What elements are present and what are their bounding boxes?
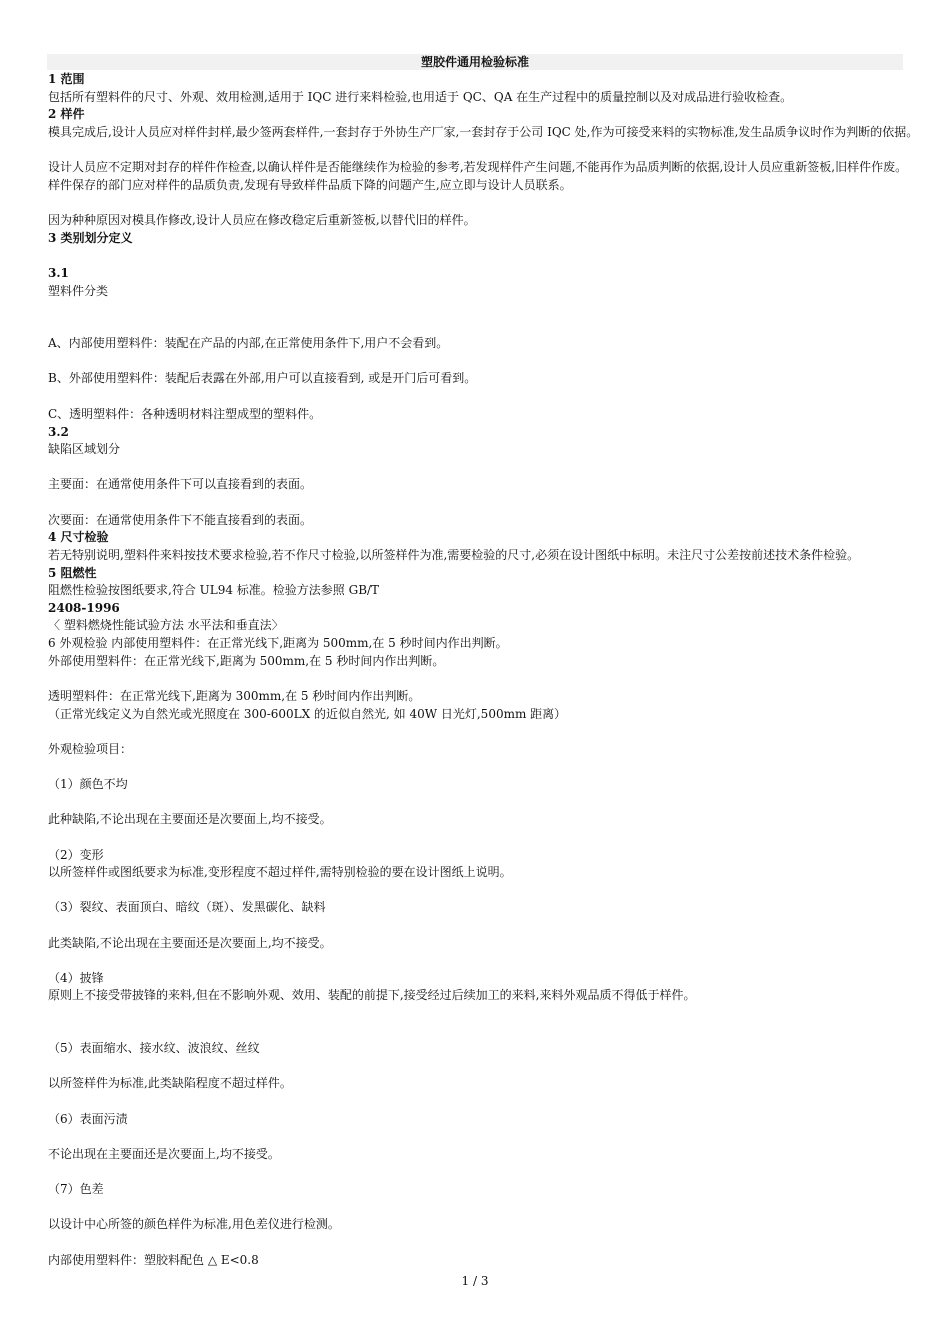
paragraph: 内部使用塑料件：塑胶料配色 △ E<0.8 <box>48 1253 259 1267</box>
paragraph: 此类缺陷,不论出现在主要面还是次要面上,均不接受。 <box>48 936 332 950</box>
subsection-title: 缺陷区域划分 <box>48 442 121 456</box>
paragraph: 次要面：在通常使用条件下不能直接看到的表面。 <box>48 513 313 527</box>
paragraph: 阻燃性检验按图纸要求,符合 UL94 标准。检验方法参照 GB/T <box>48 583 380 597</box>
list-item: （4）披锋 <box>48 971 104 985</box>
section-2-heading: 2 样件 <box>48 107 85 121</box>
paragraph: 包括所有塑料件的尺寸、外观、效用检测,适用于 IQC 进行来料检验,也用适于 QC、QA 在生产过程中的质量控制以及对成品进行验收检查。 <box>48 90 793 104</box>
paragraph: 设计人员应不定期对封存的样件作检查,以确认样件是否能继续作为检验的参考,若发现样件产生问题,不能再作为品质判断的依据,设计人员应重新签板,旧样件作废。 <box>48 160 908 174</box>
subsection-title: 塑料件分类 <box>48 284 109 298</box>
page-number: 1 / 3 <box>461 1274 489 1288</box>
paragraph: 模具完成后,设计人员应对样件封样,最少签两套样件,一套封存于外协生产厂家,一套封存于公司 IQC 处,作为可接受来料的实物标准,发生品质争议时作为判断的依据。 <box>48 125 919 139</box>
paragraph: 原则上不接受带披锋的来料,但在不影响外观、效用、装配的前提下,接受经过后续加工的来料,来料外观品质不得低于样件。 <box>48 988 696 1002</box>
list-item: （6）表面污渍 <box>48 1112 128 1126</box>
paragraph: 透明塑料件：在正常光线下,距离为 300mm,在 5 秒时间内作出判断。 <box>48 689 421 703</box>
paragraph: 外观检验项目： <box>48 742 133 756</box>
paragraph: 不论出现在主要面还是次要面上,均不接受。 <box>48 1147 280 1161</box>
paragraph: 2408-1996 <box>48 601 120 615</box>
list-item: （7）色差 <box>48 1182 104 1196</box>
paragraph: 以所签样件为标准,此类缺陷程度不超过样件。 <box>48 1076 292 1090</box>
section-3-heading: 3 类别划分定义 <box>48 231 133 245</box>
section-5-heading: 5 阻燃性 <box>48 566 97 580</box>
list-item: （5）表面缩水、接水纹、波浪纹、丝纹 <box>48 1041 260 1055</box>
paragraph: 外部使用塑料件：在正常光线下,距离为 500mm,在 5 秒时间内作出判断。 <box>48 654 445 668</box>
list-item: （2）变形 <box>48 848 104 862</box>
paragraph: A、内部使用塑料件：装配在产品的内部,在正常使用条件下,用户不会看到。 <box>48 336 449 350</box>
list-item: （3）裂纹、表面顶白、暗纹（斑）、发黑碳化、缺料 <box>48 900 326 914</box>
paragraph: 此种缺陷,不论出现在主要面还是次要面上,均不接受。 <box>48 812 332 826</box>
section-4-heading: 4 尺寸检验 <box>48 530 109 544</box>
subsection-number: 3.2 <box>48 425 69 439</box>
paragraph: 主要面：在通常使用条件下可以直接看到的表面。 <box>48 477 313 491</box>
paragraph: 样件保存的部门应对样件的品质负责,发现有导致样件品质下降的问题产生,应立即与设计人员联系。 <box>48 178 572 192</box>
section-1-heading: 1 范围 <box>48 72 85 86</box>
document-title: 塑胶件通用检验标准 <box>47 54 903 70</box>
paragraph: 以设计中心所签的颜色样件为标准,用色差仪进行检测。 <box>48 1217 340 1231</box>
section-6-heading: 6 外观检验 内部使用塑料件：在正常光线下,距离为 500mm,在 5 秒时间内作出判断。 <box>48 636 508 650</box>
paragraph: B、外部使用塑料件：装配后表露在外部,用户可以直接看到, 或是开门后可看到。 <box>48 371 477 385</box>
paragraph: 若无特别说明,塑料件来料按技术要求检验,若不作尺寸检验,以所签样件为准,需要检验的尺寸,必须在设计图纸中标明。未注尺寸公差按前述技术条件检验。 <box>48 548 860 562</box>
list-item: （1）颜色不均 <box>48 777 128 791</box>
paragraph: C、透明塑料件：各种透明材料注塑成型的塑料件。 <box>48 407 322 421</box>
subsection-number: 3.1 <box>48 266 69 280</box>
paragraph: 〈 塑料燃烧性能试验方法 水平法和垂直法〉 <box>48 618 284 632</box>
paragraph: （正常光线定义为自然光或光照度在 300-600LX 的近似自然光, 如 40W 日光灯,500mm 距离） <box>48 707 567 721</box>
paragraph: 因为种种原因对模具作修改,设计人员应在修改稳定后重新签板,以替代旧的样件。 <box>48 213 476 227</box>
paragraph: 以所签样件或图纸要求为标准,变形程度不超过样件,需特别检验的要在设计图纸上说明。 <box>48 865 512 879</box>
